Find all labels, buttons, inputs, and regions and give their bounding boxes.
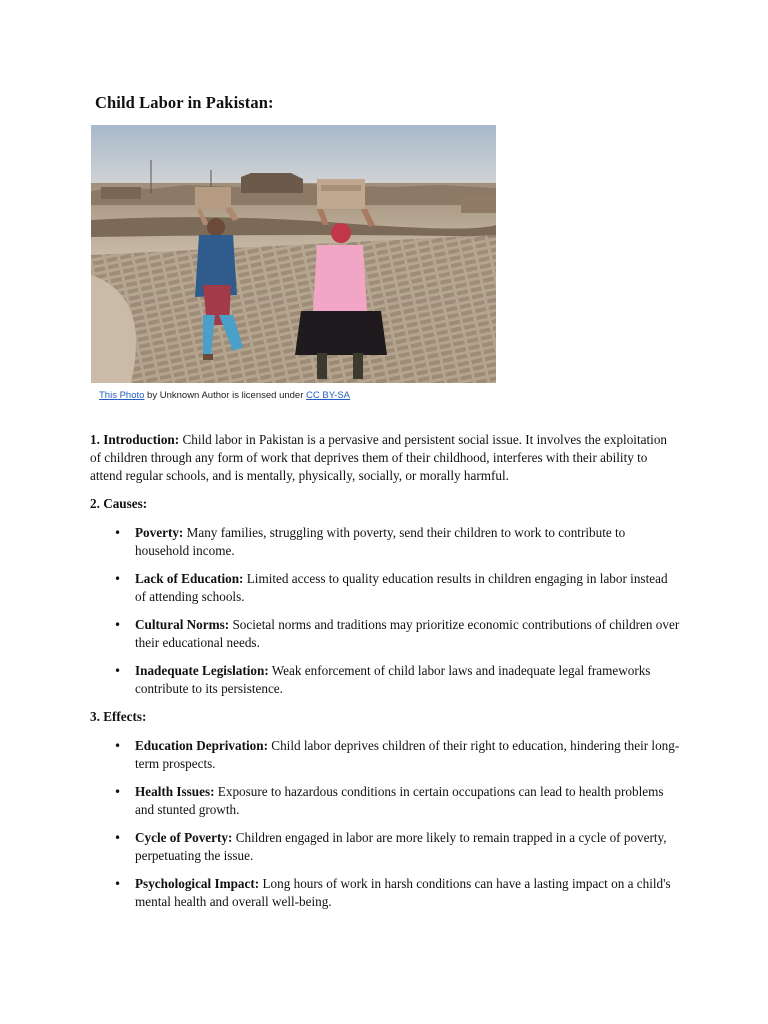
list-item-text: Long hours of work in harsh conditions can have a lasting impact on a child's mental health and overall well-being.: [135, 876, 671, 909]
list-item-text: Children engaged in labor are more likely to remain trapped in a cycle of poverty, perpetuating the issue.: [135, 830, 667, 863]
list-item-term: Cultural Norms:: [135, 617, 230, 632]
list-item: [135, 875, 680, 911]
list-item-text: Societal norms and traditions may prioritize economic contributions of children over their educational needs.: [135, 617, 680, 650]
brick-kiln-photo: [91, 125, 496, 383]
list-item: [135, 829, 680, 865]
causes-heading: 2. Causes:: [90, 496, 148, 511]
list-item: [135, 570, 680, 606]
photo-caption: [99, 390, 350, 401]
photo-source-link[interactable]: This Photo: [99, 390, 145, 401]
list-item-term: Cycle of Poverty:: [135, 830, 233, 845]
license-link[interactable]: CC BY-SA: [306, 390, 351, 401]
list-item: [135, 616, 680, 652]
list-item-term: Psychological Impact:: [135, 876, 260, 891]
introduction-paragraph: [90, 431, 670, 485]
list-item: [135, 737, 680, 773]
list-item-term: Education Deprivation:: [135, 738, 268, 753]
list-item: [135, 524, 680, 560]
introduction-label: 1. Introduction:: [90, 432, 180, 447]
list-item-term: Inadequate Legislation:: [135, 663, 269, 678]
list-item-text: Limited access to quality education results in children engaging in labor instead of attending schools.: [135, 571, 668, 604]
introduction-text: Child labor in Pakistan is a pervasive and persistent social issue. It involves the exploitation of children through any form of work that deprives them of their childhood, interferes with their ability to attend regular schools, and is mentally, physically, socially, or morally harmful.: [90, 432, 668, 483]
document-body: [90, 431, 690, 921]
caption-text: by Unknown Author is licensed under: [144, 390, 307, 401]
list-item-term: Health Issues:: [135, 784, 215, 799]
effects-list: [90, 737, 690, 911]
list-item-text: Many families, struggling with poverty, send their children to work to contribute to household income.: [135, 525, 626, 558]
effects-heading: 3. Effects:: [90, 709, 147, 724]
causes-list: [90, 524, 690, 698]
list-item: [135, 662, 680, 698]
list-item-term: Lack of Education:: [135, 571, 244, 586]
list-item-text: Exposure to hazardous conditions in certain occupations can lead to health problems and stunted growth.: [135, 784, 664, 817]
page-title: Child Labor in Pakistan:: [95, 93, 274, 112]
list-item-text: Child labor deprives children of their right to education, hindering their long-term prospects.: [135, 738, 680, 771]
list-item-term: Poverty:: [135, 525, 184, 540]
list-item: [135, 783, 680, 819]
list-item-text: Weak enforcement of child labor laws and inadequate legal frameworks contribute to its persistence.: [135, 663, 651, 696]
